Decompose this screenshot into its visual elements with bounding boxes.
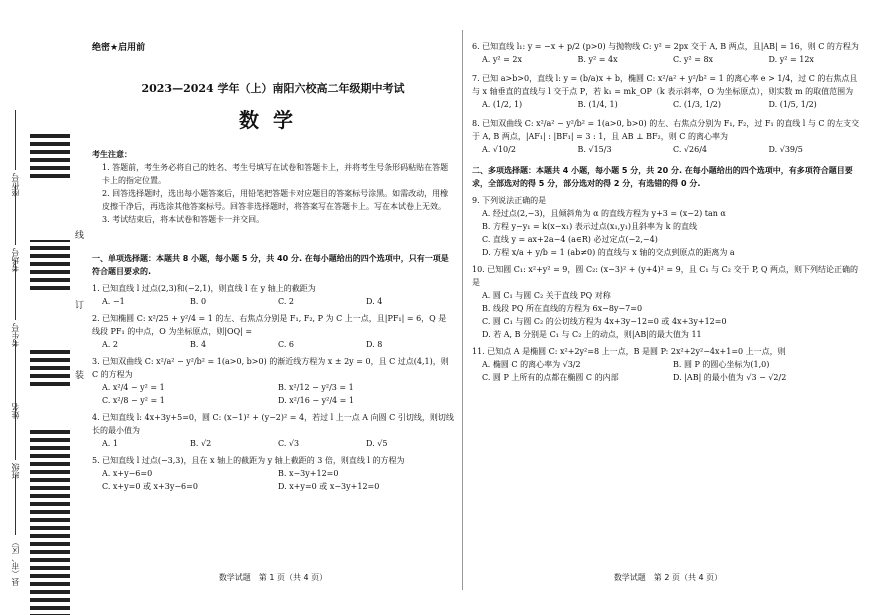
option: C. 圆 P 上所有的点都在椭圆 C 的内部 [482,373,619,382]
option: C. x²/8 − y² = 1 [102,396,165,405]
option: A. 椭圆 C 的离心率为 √3/2 [482,360,581,369]
option: D. |AB| 的最小值为 √3 − √2/2 [673,373,787,382]
option: B. x²/12 − y²/3 = 1 [278,383,354,392]
option: A. −1 [102,297,125,306]
question-9: 9. 下列说法正确的是 [472,196,547,205]
binding-strip [0,0,90,615]
cut-mark-bind: 订 [73,300,83,309]
option: C. y² = 8x [673,55,714,64]
question-1: 1. 已知直线 l 过点(2,3)和(−2,1)，则直线 l 在 y 轴上的截距为 [92,284,316,293]
question-10: 10. 已知圆 C₁: x²+y² = 9，圆 C₂: (x−3)² + (y+4)² = 9，且 C₁ 与 C₂ 交于 P, Q 两点，则下列结论正确的是 [472,265,859,287]
subject-title: 数学 [239,108,307,132]
option: D. 若 A, B 分别是 C₁ 与 C₂ 上的动点，则|AB|的最大值为 11 [482,330,702,339]
question-4: 4. 已知直线 l: 4x+3y+5=0，圆 C: (x−1)² + (y−2)² = 4，若过 l 上一点 A 向圆 C 引切线，则切线长的最小值为 [92,413,454,435]
field-student-no: 考生号 [10,260,21,347]
option: D. (1/5, 1/2) [768,100,817,109]
section1-heading: 一、单项选择题：本题共 8 小题，每小题 5 分，共 40 分. 在每小题给出的四个选项中，只有一项是符合题目要求的. [92,254,449,276]
notice-item: 3. 考试结束后，将本试卷和答题卡一并交回。 [102,215,265,224]
question-2: 2. 已知椭圆 C: x²/25 + y²/4 = 1 的左、右焦点分别是 F₁, F₂, P 为 C 上一点，且|PF₁| = 6，Q 是线段 PF₁ 的中点，O 为坐标原点，则|OQ| = [92,314,447,336]
option: D. 4 [366,297,383,306]
question-6: 6. 已知直线 l₁: y = −x + p/2 (p>0) 与抛物线 C: y² = 2px 交于 A, B 两点，且|AB| = 16，则 C 的方程为 [472,42,859,51]
option: D. √39/5 [768,145,803,154]
question-5: 5. 已知直线 l 过点(−3,3)，且在 x 轴上的截距为 y 轴上截距的 3 倍，则直线 l 的方程为 [92,456,405,465]
option: A. 圆 C₁ 与圆 C₂ 关于直线 PQ 对称 [482,291,611,300]
option: B. 线段 PQ 所在直线的方程为 6x−8y−7=0 [482,304,643,313]
option: D. 8 [366,340,383,349]
option: C. √26/4 [673,145,707,154]
field-seat-no: 座位号 [10,110,21,197]
question-3: 3. 已知双曲线 C: x²/a² − y²/b² = 1(a>0, b>0) 的渐近线方程为 x ± 2y = 0，且 C 过点(4,1)，则 C 的方程为 [92,357,449,379]
question-7-options [472,98,864,111]
question-3-options [92,381,454,407]
cut-mark-fix: 装 [73,370,83,379]
option: A. x+y−6=0 [102,469,153,478]
option: C. 直线 y = ax+2a−4 (a∈R) 必过定点(−2,−4) [482,235,658,244]
option: A. √10/2 [482,145,516,154]
cut-mark-line: 线 [73,230,83,239]
notice-block [92,148,454,226]
option: B. y² = 4x [577,55,618,64]
option: B. x−3y+12=0 [278,469,339,478]
option: B. (1/4, 1) [577,100,618,109]
question-4-options [92,437,454,450]
notice-title: 考生注意： [92,150,132,159]
option: C. (1/3, 1/2) [673,100,721,109]
question-11-options [472,358,864,384]
option: D. x²/16 − y²/4 = 1 [278,396,354,405]
option: C. 6 [278,340,295,349]
question-5-options [92,467,454,493]
option: C. √3 [278,439,300,448]
page-footer: 数学试题 第 2 页（共 4 页） [613,573,723,582]
question-11: 11. 已知点 A 是椭圆 C: x²+2y²=8 上一点，B 是圆 P: 2x²+2y²−4x+1=0 上一点，则 [472,347,786,356]
option: A. y² = 2x [482,55,522,64]
page2-content [472,40,864,384]
field-room-no: 考场号 [10,185,21,272]
option: A. x²/4 − y² = 1 [102,383,165,392]
question-7: 7. 已知 a>b>0，直线 l: y = (b/a)x + b，椭圆 C: x²/a² + y²/b² = 1 的离心率 e > 1/4，过 C 的右焦点且与 x 轴垂直的直线与 l 交于点 P，若 k₁ = mk_OP（k 表示斜率，O 为坐标原点），则实数 m 的取值范围为 [472,74,858,96]
field-county: 县（市、区） [10,475,21,586]
page-divider [462,30,463,590]
option: B. 圆 P 的圆心坐标为(1,0) [673,360,770,369]
field-class: 班级 [10,400,21,479]
option: A. (1/2, 1) [482,100,523,109]
option: A. 2 [102,340,118,349]
option: B. √2 [190,439,212,448]
option: C. 2 [278,297,295,306]
option: D. x+y=0 或 x−3y+12=0 [278,482,380,491]
field-name: 姓名 [10,340,21,419]
option: B. 0 [190,297,207,306]
option: D. y² = 12x [768,55,814,64]
binding-stripes [30,70,70,615]
section2-heading: 二、多项选择题：本题共 4 小题，每小题 5 分，共 20 分. 在每小题给出的四个选项中，有多项符合题目要求，全部选对的得 5 分，部分选对的得 2 分，有选错的得 0 分. [472,166,853,188]
option: D. √5 [366,439,388,448]
notice-item: 1. 答题前，考生务必将自己的姓名、考生号填写在试卷和答题卡上，并将考生号条形码粘贴在答题卡上的指定位置。 [102,163,449,185]
option: C. 圆 C₁ 与圆 C₂ 的公切线方程为 4x+3y−12=0 或 4x+3y+12=0 [482,317,727,326]
question-1-options [92,295,454,308]
question-8: 8. 已知双曲线 C: x²/a² − y²/b² = 1(a>0, b>0) 的左、右焦点分别为 F₁, F₂，过 F₁ 的直线 l 与 C 的左支交于 A, B 两点，|AF₁| : |BF₁| = 3 : 1，且 AB ⊥ BF₂，则 C 的离心率为 [472,119,860,141]
option: D. 方程 x/a + y/b = 1 (ab≠0) 的直线与 x 轴的交点到原点的距离为 a [482,248,735,257]
notice-item: 2. 回答选择题时，选出每小题答案后，用铅笔把答题卡对应题目的答案标号涂黑。如需改动，用橡皮擦干净后，再选涂其他答案标号。回答非选择题时，将答案写在答题卡上。写在本试卷上无效。 [102,189,449,211]
option: B. 方程 y−y₁ = k(x−x₁) 表示过点(x₁,y₁)且斜率为 k 的直线 [482,222,697,231]
section1-block [92,252,454,493]
option: B. 4 [190,340,207,349]
question-8-options [472,143,864,156]
question-2-options [92,338,454,351]
option: C. x+y=0 或 x+3y−6=0 [102,482,198,491]
option: A. 1 [102,439,118,448]
secret-label: 绝密★启用前 [92,43,146,53]
page-footer: 数学试题 第 1 页（共 4 页） [218,573,328,582]
option: A. 经过点(2,−3)，且倾斜角为 α 的直线方程为 y+3 = (x−2) tan α [482,209,726,218]
option: B. √15/3 [577,145,612,154]
exam-title: 2023—2024 学年（上）南阳六校高二年级期中考试 [141,82,405,95]
question-6-options [472,53,864,66]
